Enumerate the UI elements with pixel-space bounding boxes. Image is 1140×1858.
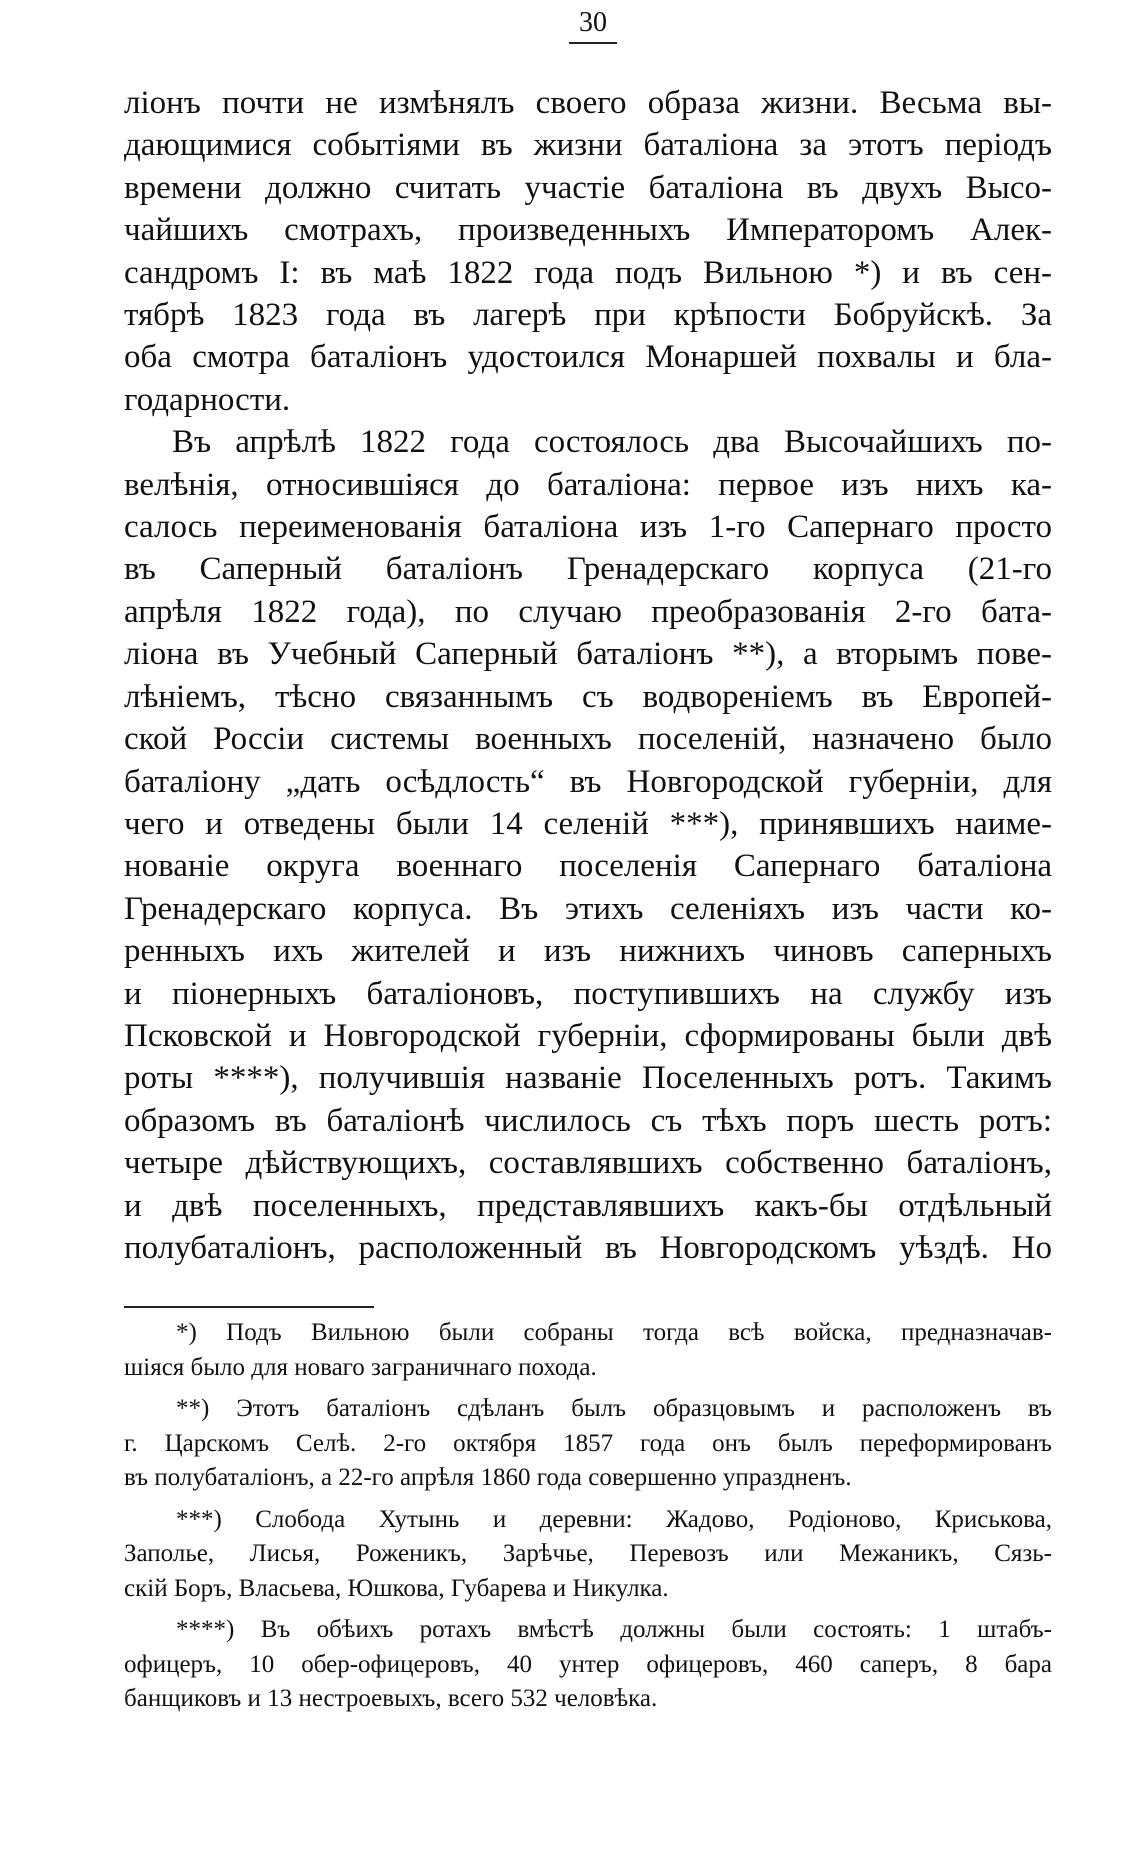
body-line: въ Саперный баталіонъ Гренадерскаго корпуса (21-го (124, 551, 1052, 588)
body-line: и піонерныхъ баталіоновъ, поступившихъ на службу изъ (124, 975, 1052, 1012)
main-text (124, 82, 1052, 1269)
body-line: ліонъ почти не измѣнялъ своего образа жизни. Весьма вы- (124, 85, 1052, 121)
footnote-line: въ полубаталіонъ, а 22-го апрѣля 1860 года совершенно упраздненъ. (124, 1464, 852, 1491)
body-line: годарности. (124, 381, 291, 418)
body-line: и двѣ поселенныхъ, представлявшихъ какъ-бы отдѣльный (124, 1187, 1052, 1224)
body-line: велѣнія, относившіяся до баталіона: первое изъ нихъ ка- (124, 466, 1052, 503)
body-line: лѣніемъ, тѣсно связаннымъ съ водвореніемъ въ Европей- (124, 678, 1052, 715)
footnote-line: Заполье, Лисья, Роженикъ, Зарѣчье, Перевозъ или Межаникъ, Сязь- (124, 1540, 1052, 1567)
footnote-divider (124, 1306, 374, 1308)
body-line: чего и отведены были 14 селеній ***), принявшихъ наиме- (124, 805, 1052, 842)
body-line: ской Россіи системы военныхъ поселеній, назначено было (124, 721, 1052, 758)
body-line: тябрѣ 1823 года въ лагерѣ при крѣпости Бобруйскѣ. За (124, 297, 1052, 334)
body-line: апрѣля 1822 года), по случаю преобразованія 2-го бата- (124, 593, 1052, 630)
footnotes (124, 1316, 1052, 1717)
body-line: дающимися событіями въ жизни баталіона за этотъ періодъ (124, 127, 1052, 164)
footnote-line: **) Этотъ баталіонъ сдѣланъ былъ образцовымъ и расположенъ въ (176, 1395, 1052, 1422)
footnote-line: банщиковъ и 13 нестроевыхъ, всего 532 человѣка. (124, 1685, 658, 1712)
body-line: Псковской и Новгородской губерніи, сформированы были двѣ (124, 1017, 1052, 1054)
body-line: образомъ въ баталіонѣ числилось съ тѣхъ поръ шесть ротъ: (124, 1102, 1052, 1139)
body-line: времени должно считать участіе баталіона въ двухъ Высо- (124, 169, 1052, 206)
body-line: салось переименованія баталіона изъ 1-го Сапернаго просто (124, 509, 1052, 546)
body-line: Въ апрѣлѣ 1822 года состоялось два Высочайшихъ по- (172, 424, 1052, 461)
footnote-line: г. Царскомъ Селѣ. 2-го октября 1857 года онъ былъ переформированъ (124, 1429, 1052, 1457)
body-line: ренныхъ ихъ жителей и изъ нижнихъ чиновъ саперныхъ (124, 933, 1052, 970)
body-line: чайшихъ смотрахъ, произведенныхъ Императоромъ Алек- (124, 212, 1052, 249)
body-line: полубаталіонъ, расположенный въ Новгородскомъ уѣздѣ. Но (124, 1229, 1052, 1266)
footnote-line: ***) Слобода Хутынь и деревни: Жадово, Родіоново, Криськова, (176, 1505, 1052, 1533)
footnote-line: ****) Въ обѣихъ ротахъ вмѣстѣ должны были состоять: 1 штабъ- (176, 1616, 1052, 1643)
body-line: нованіе округа военнаго поселенія Сапернаго баталіона (124, 848, 1052, 885)
body-line: Гренадерскаго корпуса. Въ этихъ селеніяхъ изъ части ко- (124, 890, 1052, 927)
footnote-line: *) Подъ Вильною были собраны тогда всѣ войска, предназначав- (176, 1319, 1052, 1346)
body-line: сандромъ I: въ маѣ 1822 года подъ Вильною *) и въ сен- (124, 254, 1052, 291)
body-line: четыре дѣйствующихъ, составлявшихъ собственно баталіонъ, (124, 1145, 1052, 1182)
page-number: 30 (569, 6, 617, 44)
footnote-line: офицеръ, 10 обер-офицеровъ, 40 унтер офицеровъ, 460 саперъ, 8 бара (124, 1650, 1052, 1678)
body-line: ліона въ Учебный Саперный баталіонъ **), а вторымъ пове- (124, 636, 1052, 673)
body-line: баталіону „дать осѣдлость“ въ Новгородской губерніи, для (124, 763, 1052, 800)
body-line: оба смотра баталіонъ удостоился Монаршей похвалы и бла- (124, 339, 1052, 376)
page-header (0, 6, 1140, 44)
body-line: роты ****), получившія названіе Поселенныхъ ротъ. Такимъ (124, 1060, 1052, 1097)
footnote-line: шіяся было для новаго заграничнаго похода. (124, 1353, 597, 1381)
footnote-line: скій Боръ, Власьева, Юшкова, Губарева и Никулка. (124, 1574, 669, 1602)
